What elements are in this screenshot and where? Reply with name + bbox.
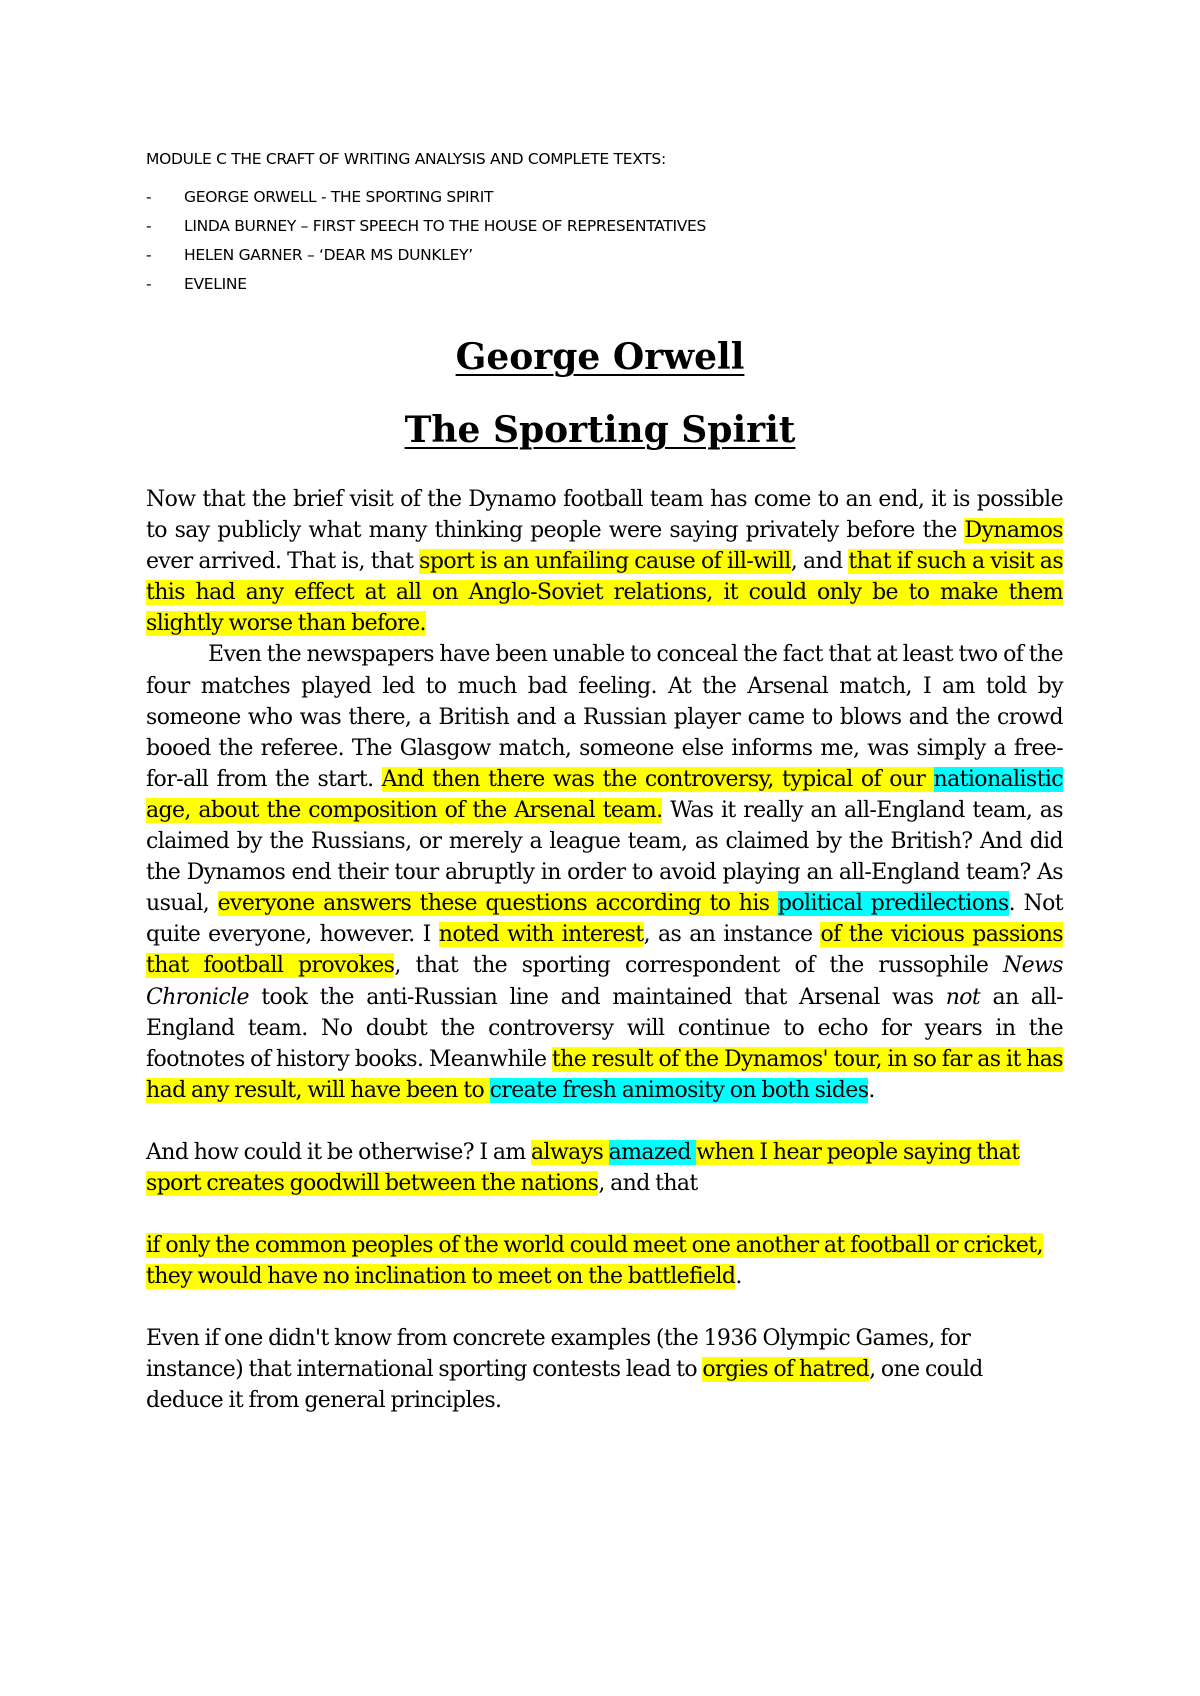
- paragraph-4: [146, 1230, 1063, 1292]
- italic-emphasis: not: [945, 984, 981, 1010]
- list-item-text: HELEN GARNER – ‘DEAR MS DUNKLEY’: [184, 246, 473, 264]
- highlight-yellow: that if such a visit as this had any effect at all on Anglo-Soviet relations, it could only be to make them slightly worse than before.: [146, 549, 1064, 637]
- text-run: took the anti-Russian line and maintained that Arsenal was: [248, 984, 946, 1010]
- highlight-yellow: Dynamos: [964, 518, 1063, 544]
- highlight-yellow: orgies of hatred: [702, 1357, 870, 1383]
- list-bullet: -: [146, 217, 152, 235]
- highlight-yellow: if only the common peoples of the world could meet one another at football or cricket, they would have no inclination to meet on the battlefield: [146, 1233, 1043, 1290]
- text-run: Even if one didn't know from concrete examples (the 1936 Olympic Games, for instance) that international sporting contests lead to: [146, 1326, 971, 1383]
- highlight-cyan: amazed: [608, 1139, 697, 1165]
- texts-list: [146, 188, 1066, 304]
- highlight-cyan: political predilections: [777, 891, 1009, 917]
- highlight-cyan: nationalistic: [933, 766, 1063, 792]
- highlight-cyan: create fresh animosity on both sides: [489, 1077, 869, 1103]
- list-item-text: EVELINE: [184, 275, 247, 293]
- paragraph-2: [146, 639, 1063, 1105]
- text-run: .: [735, 1264, 742, 1290]
- text-run: an all-England team. No doubt the controversy will continue to echo for years in the footnotes of history books. Meanwhile: [146, 984, 1063, 1072]
- essay-title: The Sporting Spirit: [404, 409, 796, 451]
- text-run: , as an instance: [643, 922, 821, 948]
- text-run: , that the sporting correspondent of the russophile: [394, 953, 1003, 979]
- text-run: ever arrived. That is, that: [146, 549, 420, 575]
- highlight-yellow: noted with interest: [438, 922, 644, 948]
- paragraph-5: [146, 1323, 1063, 1416]
- highlight-yellow: the result of the Dynamos' tour, in so far as it has had any result, will have been to: [146, 1046, 1063, 1103]
- highlight-yellow: always: [531, 1139, 609, 1165]
- text-run: And how could it be otherwise? I am: [146, 1139, 531, 1165]
- list-item: [146, 188, 1066, 217]
- paragraph-3: [146, 1137, 1063, 1199]
- list-bullet: -: [146, 246, 152, 264]
- highlight-yellow: of the vicious passions that football provokes: [146, 922, 1063, 979]
- highlight-yellow: when I hear people saying that sport creates goodwill between the nations: [146, 1139, 1020, 1196]
- list-item: [146, 246, 1066, 275]
- text-run: Even the newspapers have been unable to conceal the fact that at least two of the four matches played led to much bad feeling. At the Arsenal match, I am told by someone who was there, a British and a Russian player came to blows and the crowd booed the referee. The Glasgow match, someone else informs me, was simply a free-for-all from the start.: [146, 642, 1063, 792]
- text-run: , one could deduce it from general principles.: [146, 1357, 983, 1414]
- highlight-yellow: age, about the composition of the Arsenal team.: [146, 797, 663, 823]
- list-bullet: -: [146, 275, 152, 293]
- text-run: , and that: [598, 1170, 698, 1196]
- list-bullet: -: [146, 188, 152, 206]
- text-run: Was it really an all-England team, as claimed by the Russians, or merely a league team, as claimed by the British? And did the Dynamos end their tour abruptly in order to avoid playing an all-England team? As usual,: [146, 797, 1064, 917]
- text-run: , and: [790, 549, 849, 575]
- module-header: [146, 150, 1066, 304]
- list-item-text: GEORGE ORWELL - THE SPORTING SPIRIT: [184, 188, 494, 206]
- essay-body: [146, 484, 1063, 1417]
- italic-publication: News Chronicle: [146, 953, 1063, 1010]
- module-title: MODULE C THE CRAFT OF WRITING ANALYSIS AND COMPLETE TEXTS:: [146, 150, 666, 168]
- text-run: . Not quite everyone, however. I: [146, 891, 1063, 948]
- author-heading: George Orwell: [455, 336, 745, 378]
- list-item: [146, 275, 1066, 304]
- highlight-yellow: sport is an unfailing cause of ill-will: [419, 549, 791, 575]
- text-run: Now that the brief visit of the Dynamo football team has come to an end, it is possible to say publicly what many thinking people were saying privately before the: [146, 487, 1063, 544]
- list-item-text: LINDA BURNEY – FIRST SPEECH TO THE HOUSE OF REPRESENTATIVES: [184, 217, 707, 235]
- highlight-yellow: everyone answers these questions according to his: [217, 891, 778, 917]
- text-run: .: [868, 1077, 875, 1103]
- list-item: [146, 217, 1066, 246]
- highlight-yellow: And then there was the controversy, typical of our: [381, 766, 934, 792]
- paragraph-1: [146, 484, 1063, 639]
